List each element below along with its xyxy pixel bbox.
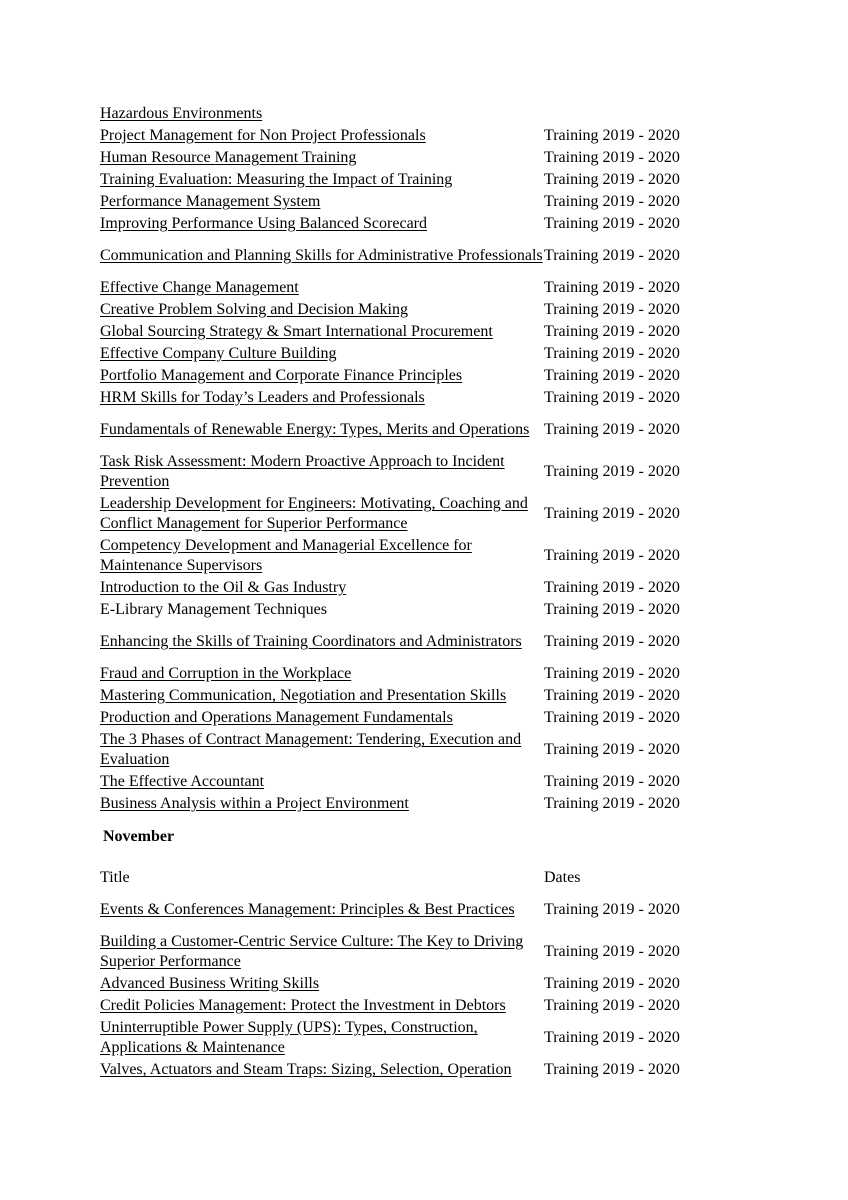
date-cell: Training 2019 - 2020 [544,997,680,1014]
date-cell: Training 2019 - 2020 [544,421,680,438]
date-cell: Training 2019 - 2020 [544,505,680,522]
course-link[interactable]: Project Management for Non Project Professionals [100,127,426,144]
table-row [100,1059,704,1081]
month-heading: November [103,828,175,845]
date-cell: Training 2019 - 2020 [544,709,680,726]
table-row [100,343,704,365]
table-row [100,321,704,343]
date-cell: Training 2019 - 2020 [544,247,680,264]
title-cell [100,793,544,815]
table-row [100,213,704,235]
title-cell [100,387,544,409]
date-cell: Training 2019 - 2020 [544,171,680,188]
table-row [100,299,704,321]
table-row [100,973,704,995]
title-cell [100,125,544,147]
date-cell: Training 2019 - 2020 [544,975,680,992]
column-header-title: Title [100,869,130,886]
course-link[interactable]: Communication and Planning Skills for Administrative Professionals [100,247,543,264]
course-link[interactable]: Fundamentals of Renewable Energy: Types, Merits and Operations [100,421,530,438]
course-link[interactable]: Effective Change Management [100,279,299,296]
title-cell [100,343,544,365]
table-row [100,771,704,793]
title-cell [100,771,544,793]
date-cell: Training 2019 - 2020 [544,279,680,296]
table-row [100,621,704,663]
course-link[interactable]: Training Evaluation: Measuring the Impact of Training [100,171,453,188]
title-cell [100,493,544,535]
date-cell: Training 2019 - 2020 [544,149,680,166]
title-cell [100,621,544,663]
table-row [100,729,704,771]
course-link[interactable]: Mastering Communication, Negotiation and Presentation Skills [100,687,507,704]
title-cell [100,147,544,169]
date-cell: Training 2019 - 2020 [544,773,680,790]
date-cell: Training 2019 - 2020 [544,323,680,340]
title-cell [100,995,544,1017]
table-row [100,147,704,169]
course-link[interactable]: Building a Customer-Centric Service Culture: The Key to Driving Superior Performance [100,933,524,970]
table-row [100,409,704,451]
table-row [100,663,704,685]
title-cell [100,235,544,277]
date-cell: Training 2019 - 2020 [544,795,680,812]
title-cell [100,299,544,321]
course-link[interactable]: Business Analysis within a Project Environment [100,795,409,812]
date-cell: Training 2019 - 2020 [544,215,680,232]
table-row [100,685,704,707]
title-cell [100,663,544,685]
title-cell [100,577,544,599]
course-link[interactable]: Introduction to the Oil & Gas Industry [100,579,347,596]
title-cell [100,973,544,995]
date-cell: Training 2019 - 2020 [544,1029,680,1046]
table-row [100,235,704,277]
title-cell [100,191,544,213]
course-link[interactable]: Creative Problem Solving and Decision Making [100,301,408,318]
course-link[interactable]: The 3 Phases of Contract Management: Tendering, Execution and Evaluation [100,731,522,768]
course-link[interactable]: Competency Development and Managerial Excellence for Maintenance Supervisors [100,537,472,574]
title-cell [100,365,544,387]
table-row [100,889,704,931]
course-link[interactable]: Credit Policies Management: Protect the Investment in Debtors [100,997,506,1014]
title-cell [100,729,544,771]
table-row [100,103,704,125]
course-link[interactable]: Uninterruptible Power Supply (UPS): Types, Construction, Applications & Maintenance [100,1019,478,1056]
course-link[interactable]: Human Resource Management Training [100,149,357,166]
date-cell: Training 2019 - 2020 [544,547,680,564]
course-link[interactable]: Hazardous Environments [100,105,263,122]
date-cell: Training 2019 - 2020 [544,367,680,384]
title-cell [100,931,544,973]
title-cell [100,169,544,191]
title-cell [100,1017,544,1059]
title-cell [100,277,544,299]
title-cell [100,707,544,729]
table-row [100,451,704,493]
table-row [100,707,704,729]
title-cell [100,213,544,235]
date-cell: Training 2019 - 2020 [544,345,680,362]
course-link[interactable]: Effective Company Culture Building [100,345,337,362]
title-cell [100,889,544,931]
title-cell [100,451,544,493]
table-row [100,793,704,815]
date-cell: Training 2019 - 2020 [544,665,680,682]
course-link[interactable]: Events & Conferences Management: Principles & Best Practices [100,901,515,918]
course-link[interactable]: HRM Skills for Today’s Leaders and Professionals [100,389,425,406]
date-cell [544,103,704,125]
date-cell: Training 2019 - 2020 [544,193,680,210]
title-cell [100,409,544,451]
table-row [100,995,704,1017]
november-course-table [100,867,704,1081]
title-cell [100,535,544,577]
table-row [100,387,704,409]
course-link[interactable]: Improving Performance Using Balanced Scorecard [100,215,427,232]
table-row [100,1017,704,1059]
title-cell [100,1059,544,1081]
date-cell: Training 2019 - 2020 [544,579,680,596]
course-link[interactable]: Enhancing the Skills of Training Coordinators and Administrators [100,633,522,650]
date-cell: Training 2019 - 2020 [544,901,680,918]
course-title: E-Library Management Techniques [100,601,327,618]
table-row [100,125,704,147]
title-cell [100,321,544,343]
table-header-row [100,867,704,889]
course-link[interactable]: Valves, Actuators and Steam Traps: Sizing, Selection, Operation [100,1061,512,1078]
table-row [100,277,704,299]
table-row [100,169,704,191]
title-cell [100,685,544,707]
date-cell: Training 2019 - 2020 [544,301,680,318]
table-row [100,577,704,599]
title-cell [100,599,544,621]
date-cell: Training 2019 - 2020 [544,601,680,618]
date-cell: Training 2019 - 2020 [544,389,680,406]
table-row [100,535,704,577]
date-cell: Training 2019 - 2020 [544,633,680,650]
course-link[interactable]: Performance Management System [100,193,321,210]
title-cell [100,103,544,125]
course-link[interactable]: Advanced Business Writing Skills [100,975,320,992]
course-link[interactable]: The Effective Accountant [100,773,265,790]
table-row [100,493,704,535]
table-row [100,931,704,973]
date-cell: Training 2019 - 2020 [544,463,680,480]
course-link[interactable]: Task Risk Assessment: Modern Proactive Approach to Incident Prevention [100,453,505,490]
date-cell: Training 2019 - 2020 [544,943,680,960]
date-cell: Training 2019 - 2020 [544,741,680,758]
october-course-table [100,103,704,815]
course-link[interactable]: Production and Operations Management Fundamentals [100,709,453,726]
date-cell: Training 2019 - 2020 [544,687,680,704]
table-row [100,365,704,387]
course-link[interactable]: Fraud and Corruption in the Workplace [100,665,352,682]
table-row [100,191,704,213]
course-link[interactable]: Leadership Development for Engineers: Motivating, Coaching and Conflict Management for Superior Performance [100,495,528,532]
course-link[interactable]: Global Sourcing Strategy & Smart International Procurement [100,323,493,340]
course-link[interactable]: Portfolio Management and Corporate Finance Principles [100,367,463,384]
date-cell: Training 2019 - 2020 [544,1061,680,1078]
column-header-dates: Dates [544,869,581,886]
table-row [100,599,704,621]
date-cell: Training 2019 - 2020 [544,127,680,144]
